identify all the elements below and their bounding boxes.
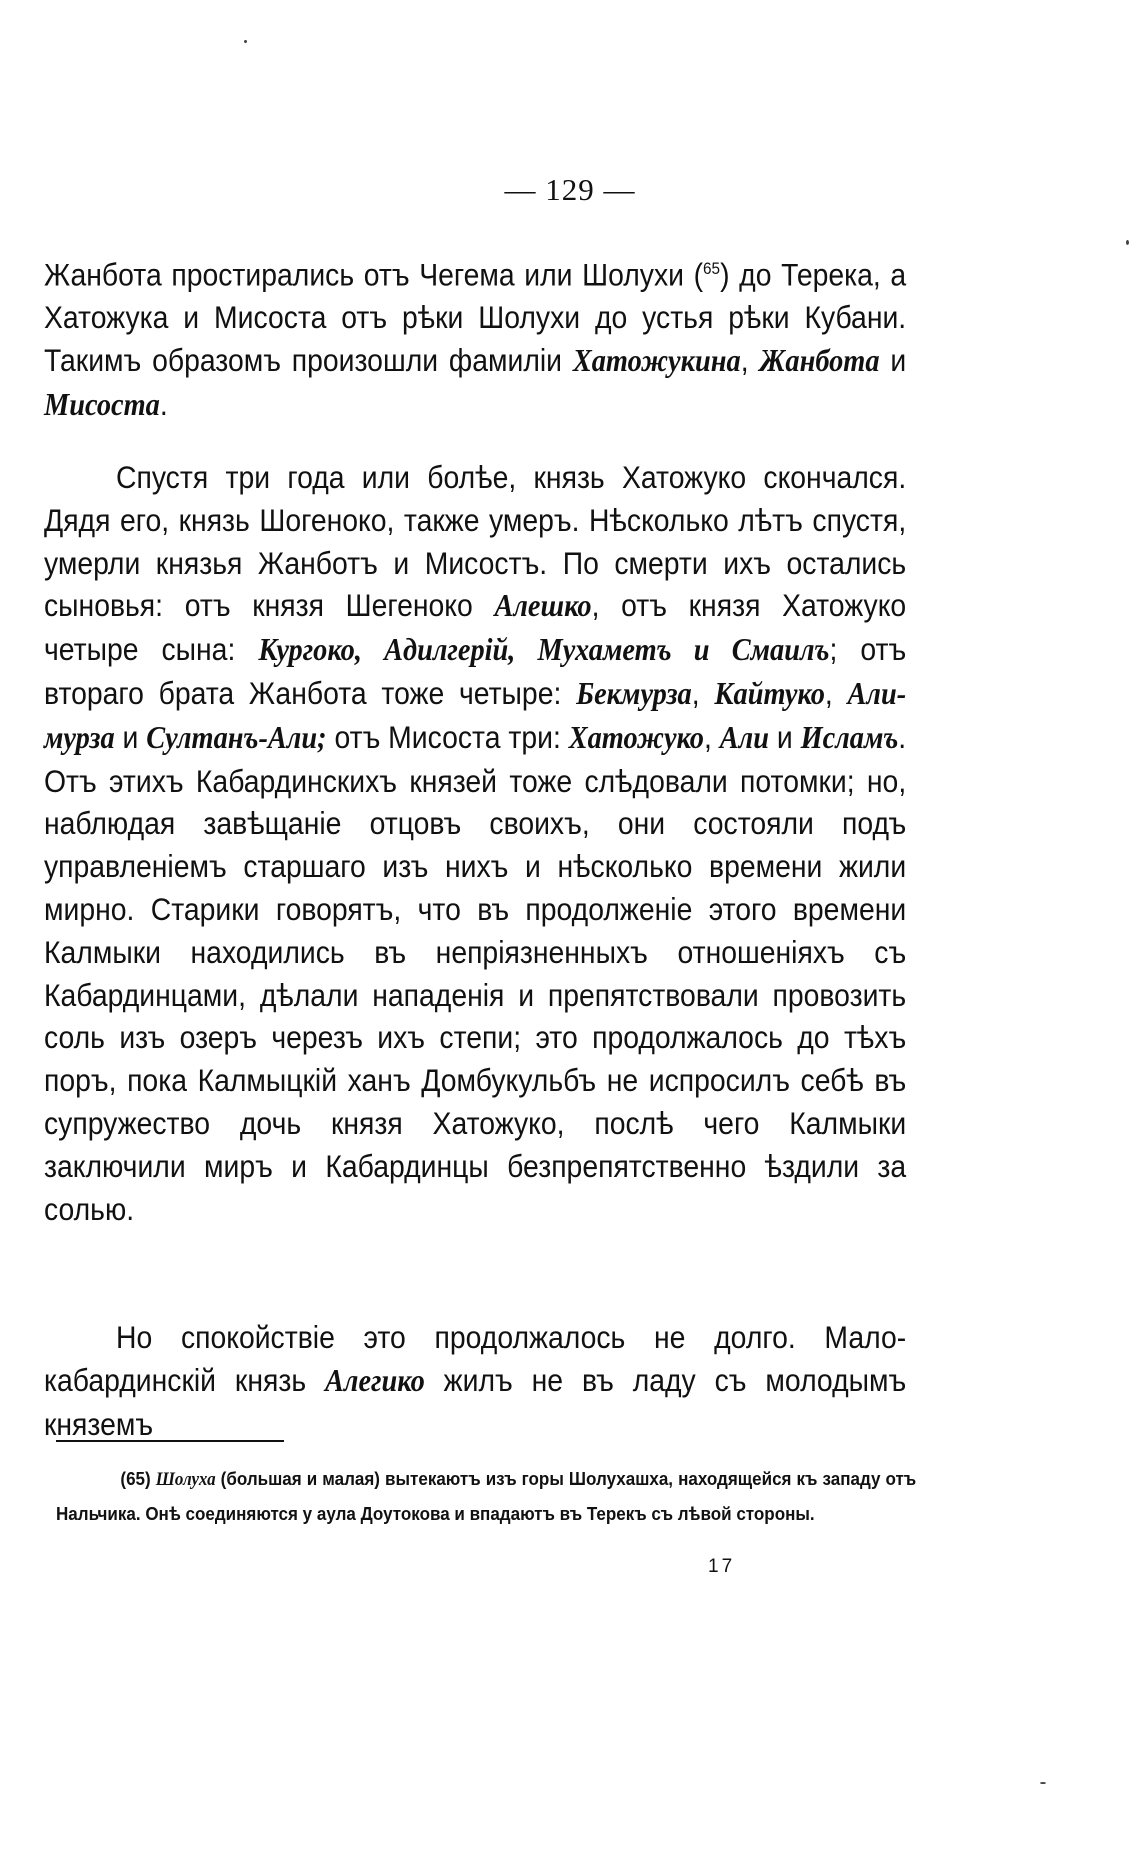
text-run: жилъ не въ ладу съ молодымъ княземъ	[44, 1361, 907, 1442]
italic-name: Али	[719, 719, 769, 755]
italic-name: Хатожуко	[568, 719, 704, 755]
italic-name: Мисоста	[44, 386, 160, 422]
page-number: — 129 —	[504, 172, 636, 207]
text-run: .	[159, 385, 168, 422]
italic-name: Исламъ	[800, 719, 899, 755]
italic-name: Кайтуко	[714, 675, 825, 711]
paragraph-1	[44, 248, 906, 427]
text-run: ,	[740, 342, 760, 379]
text-run: ,	[691, 674, 715, 711]
text-run: и	[114, 718, 147, 755]
italic-name: Алегико	[325, 1362, 425, 1398]
footnote-divider	[56, 1440, 284, 1442]
printer-signature-mark: 17	[708, 1556, 736, 1577]
text-run: и	[768, 718, 801, 755]
text-run: ,	[703, 718, 720, 755]
text-run: , отъ князя Хатожуко четыре сына:	[44, 587, 907, 668]
scan-speck	[1040, 1782, 1046, 1784]
text-run: . Отъ этихъ Кабардинскихъ князей тоже слѣдовали потомки; но, наблюдая завѣщаніе отцовъ своихъ, они состояли подъ управленіемъ старшаго изъ нихъ и нѣсколько времени жили мирно. Старики говорятъ, что въ продолженіе этого времени Калмыки находились въ непріязненныхъ отношеніяхъ съ Кабардинцами, дѣлали нападенія и препятствовали провозить соль изъ озеръ черезъ ихъ степи; это продолжалось до тѣхъ поръ, пока Калмыцкій ханъ Домбукульбъ не испросилъ себѣ въ супружество дочь князя Хатожуко, послѣ чего Калмыки заключили миръ и Кабардинцы безпрепятственно ѣздили за солью.	[44, 718, 907, 1227]
footnote-text: (большая и малая) вытекаютъ изъ горы Шолухашха, находящейся къ западу отъ Нальчика. Онѣ соединяются у аула Доутокова и впадаютъ въ Терекъ съ лѣвой стороны.	[56, 1468, 917, 1524]
italic-name: Кургоко, Адилгерій, Мухаметъ и Смаилъ	[258, 632, 830, 668]
text-run: Спустя три года или болѣе, князь Хатожуко скончался. Дядя его, князь Шогеноко, также умеръ. Нѣсколько лѣтъ спустя, умерли князья Жанботъ и Мисостъ. По смерти ихъ остались сыновья: отъ князя Шегеноко	[44, 459, 907, 624]
paragraph-3	[44, 1316, 906, 1445]
scan-speck	[244, 40, 247, 43]
footnote-term: Шолуха	[155, 1470, 216, 1490]
text-run: ) до Терека, а Хатожука и Мисоста отъ рѣки Шолухи до устья рѣки Кубани. Такимъ образомъ произошли фамиліи	[44, 256, 907, 379]
paragraph-2	[44, 456, 906, 1230]
text-run: Жанбота простирались отъ Чегема или Шолухи (	[44, 256, 704, 293]
text-run: и	[879, 342, 907, 379]
footnote	[56, 1462, 916, 1530]
italic-name: Султанъ-Али;	[146, 719, 327, 755]
footnote-reference: 65	[703, 259, 721, 278]
italic-name: Бекмурза	[576, 675, 692, 711]
text-run: ,	[824, 674, 848, 711]
italic-name: Хатожукина	[572, 343, 741, 379]
italic-name: Али-мурза	[44, 675, 907, 755]
scan-speck	[1126, 240, 1129, 245]
text-run: отъ Мисоста три:	[326, 718, 569, 755]
italic-name: Жанбота	[759, 343, 880, 379]
text-run: Но спокойствіе это продолжалось не долго. Мало-кабардинскій князь	[44, 1319, 907, 1398]
text-run: ; отъ втораго брата Жанбота тоже четыре:	[44, 631, 907, 711]
italic-name: Алешко	[494, 588, 592, 624]
footnote-marker: (65)	[120, 1468, 151, 1489]
